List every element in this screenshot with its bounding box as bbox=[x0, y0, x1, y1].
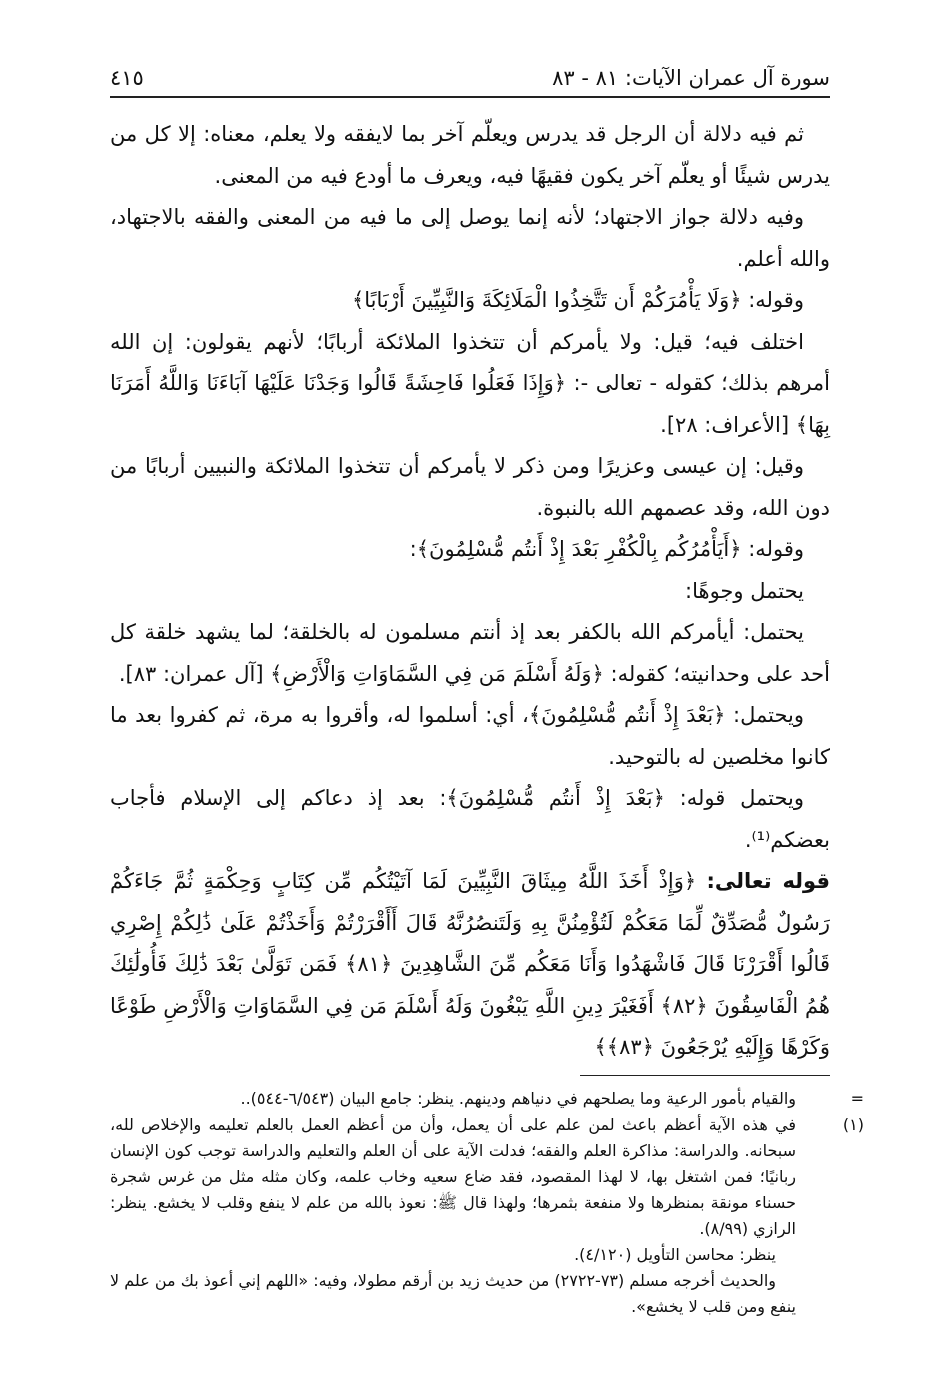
paragraph: يحتمل وجوهًا: bbox=[685, 578, 804, 603]
verse-text: ﴿وَإِذْ أَخَذَ اللَّهُ مِيثَاقَ النَّبِيِّينَ لَمَا آتَيْتُكُم مِّن كِتَابٍ وَحِكْمَةٍ ثُمَّ جَاءَكُمْ رَسُولٌ مُّصَدِّقٌ لِّمَا مَعَكُمْ لَتُؤْمِنُنَّ بِهِ وَلَتَنصُرُنَّهُ قَالَ أَأَقْرَرْتُمْ وَأَخَذْتُمْ عَلَىٰ ذَٰلِكُمْ إِصْرِي قَالُوا أَقْرَرْنَا قَالَ فَاشْهَدُوا وَأَنَا مَعَكُم مِّنَ الشَّاهِدِينَ ﴿٨١﴾ فَمَن تَوَلَّىٰ بَعْدَ ذَٰلِكَ فَأُولَٰئِكَ هُمُ الْفَاسِقُونَ ﴿٨٢﴾ أَفَغَيْرَ دِينِ اللَّهِ يَبْغُونَ وَلَهُ أَسْلَمَ مَن فِي السَّمَاوَاتِ وَالْأَرْضِ طَوْعًا وَكَرْهًا وَإِلَيْهِ يُرْجَعُونَ ﴿٨٣﴾﴾ bbox=[110, 869, 831, 1059]
verse-lead: قوله تعالى: bbox=[706, 869, 830, 893]
paragraph: وقوله: ﴿أَيَأْمُرُكُم بِالْكُفْرِ بَعْدَ إِذْ أَنتُم مُّسْلِمُونَ﴾: bbox=[409, 537, 804, 561]
surah-title: سورة آل عمران الآيات: ٨١ - ٨٣ bbox=[552, 66, 830, 90]
paragraph: وفيه دلالة جواز الاجتهاد؛ لأنه إنما يوصل إلى ما فيه من المعنى والفقه بالاجتهاد، والله أعلم. bbox=[110, 205, 830, 271]
paragraph: وقيل: إن عيسى وعزيرًا ومن ذكر لا يأمركم أن تتخذوا الملائكة والنبيين أربابًا من دون الله، وقد عصمهم الله بالنبوة. bbox=[110, 454, 830, 520]
footnote-marker: (١) bbox=[842, 1114, 864, 1134]
page-number: ٤١٥ bbox=[110, 66, 144, 90]
quran-verse-block bbox=[110, 861, 830, 1069]
paragraph: اختلف فيه؛ قيل: ولا يأمركم أن تتخذوا الملائكة أربابًا؛ لأنهم يقولون: إن الله أمرهم بذلك؛ كقوله - تعالى -: ﴿وَإِذَا فَعَلُوا فَاحِشَةً قَالُوا وَجَدْنَا عَلَيْهَا آبَاءَنَا وَاللَّهُ أَمَرَنَا بِهَا﴾ [الأعراف: ٢٨]. bbox=[110, 329, 830, 437]
paragraph: ويحتمل: ﴿بَعْدَ إِذْ أَنتُم مُّسْلِمُونَ﴾، أي: أسلموا له، وأقروا به مرة، ثم كفروا بعد ما كانوا مخلصين له بالتوحيد. bbox=[110, 703, 830, 769]
footnote-text: والقيام بأمور الرعية وما يصلحهم في دنياهم ودينهم. ينظر: جامع البيان (٦/٥٤٣-٥٤٤).. bbox=[240, 1088, 796, 1108]
paragraph: يحتمل: أيأمركم الله بالكفر بعد إذ أنتم مسلمون له بالخلقة؛ لما يشهد خلقة كل أحد على وحدانيته؛ كقوله: ﴿وَلَهُ أَسْلَمَ مَن فِي السَّمَاوَاتِ وَالْأَرْضِ﴾ [آل عمران: ٨٣]. bbox=[110, 620, 830, 686]
book-page bbox=[110, 50, 864, 1320]
footnote-reference: ينظر: محاسن التأويل (٤/١٢٠). bbox=[574, 1244, 776, 1264]
paragraph: ثم فيه دلالة أن الرجل قد يدرس ويعلّم آخر بما لايفقه ولا يعلم، معناه: إلا كل من يدرس شيئًا أو يعلّم آخر يكون فقيهًا فيه، ويعرف ما أودع فيه من المعنى. bbox=[110, 122, 830, 188]
footnote-text: في هذه الآية أعظم باعث لمن علم على أن يعمل، وأن من أعظم العمل بالعلم تعليمه والإخلاص لله، سبحانه. والدراسة: مذاكرة العلم والفقه؛ فدلت الآية على أن العلم والتعليم والدراسة توجب كون الإنسان ربانيًا؛ فمن اشتغل بها، لا لهذا المقصود، فقد ضاع سعيه وخاب علمه، وكان مثله مثل من غرس شجرة حسناء مونقة بمنظرها ولا منفعة بثمرها؛ ولهذا قال ﷺ: نعوذ بالله من علم لا ينفع وقلب لا يخشع. ينظر: الرازي (٨/٩٩). bbox=[110, 1114, 796, 1238]
paragraph: وقوله: ﴿وَلَا يَأْمُرَكُمْ أَن تَتَّخِذُوا الْمَلَائِكَةَ وَالنَّبِيِّينَ أَرْبَابًا﴾ bbox=[351, 288, 804, 312]
footnote-hadith: والحديث أخرجه مسلم (٧٣-٢٧٢٢) من حديث زيد بن أرقم مطولا، وفيه: «اللهم إني أعوذ بك من علم لا ينفع ومن قلب لا يخشع». bbox=[110, 1270, 796, 1316]
running-header bbox=[110, 50, 830, 98]
footnote-marker: = bbox=[850, 1088, 864, 1108]
commentary-body bbox=[110, 114, 830, 861]
footnote-continuation bbox=[110, 1086, 864, 1112]
footnote-divider bbox=[580, 1075, 830, 1076]
footnote-1 bbox=[110, 1112, 864, 1242]
footnotes bbox=[110, 1086, 864, 1320]
paragraph: ويحتمل قوله: ﴿بَعْدَ إِذْ أَنتُم مُّسْلِمُونَ﴾: بعد إذ دعاكم إلى الإسلام فأجاب بعضكم⁽¹⁾. bbox=[110, 786, 830, 852]
